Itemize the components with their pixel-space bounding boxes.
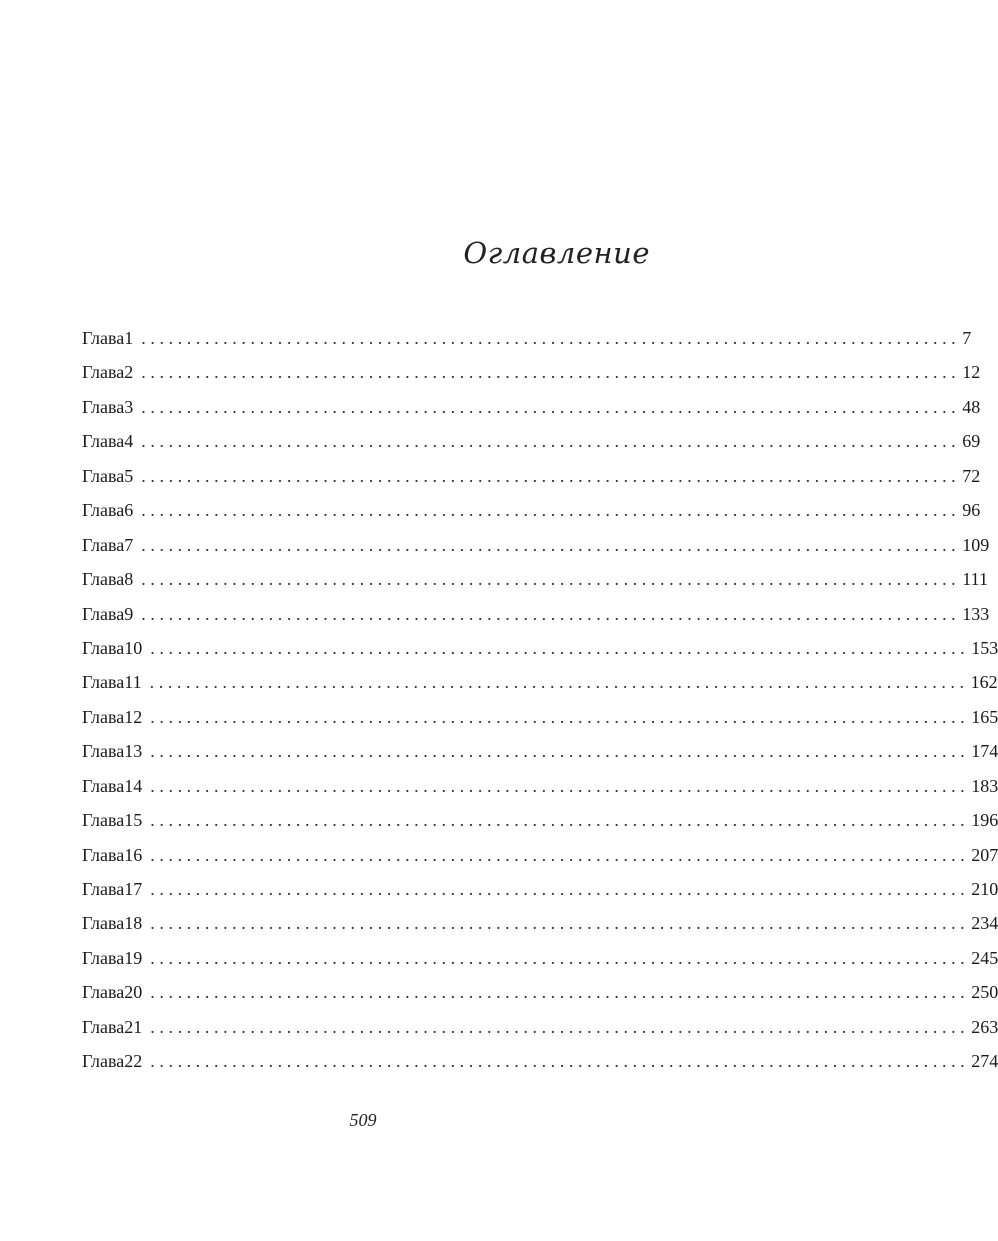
toc-entry <box>82 669 998 703</box>
chapter-number: 12 <box>124 706 143 727</box>
dot-leader: .......................................................................................... <box>150 947 970 968</box>
dot-leader: .......................................................................................... <box>141 396 961 417</box>
chapter-number: 17 <box>124 879 143 899</box>
chapter-number: 15 <box>124 810 143 831</box>
chapter-word: Глава <box>82 844 125 865</box>
dot-leader: .......................................................................................... <box>150 844 970 865</box>
chapter-word: Глава <box>82 534 125 555</box>
page-number: 48 <box>962 396 981 417</box>
chapter-word: Глава <box>82 362 125 383</box>
dot-leader: .......................................................................................... <box>141 465 961 486</box>
chapter-word: Глава <box>82 810 125 831</box>
page-number: 96 <box>962 500 981 521</box>
dot-leader: .......................................................................................... <box>150 775 970 796</box>
dot-leader: .......................................................................................... <box>150 982 970 1003</box>
toc-entry <box>82 359 981 393</box>
page-number: 7 <box>962 328 972 348</box>
chapter-word: Глава <box>82 569 125 590</box>
page-number: 69 <box>962 431 981 452</box>
toc-entry <box>82 945 998 979</box>
chapter-word: Глава <box>82 500 125 521</box>
page-number: 183 <box>971 775 998 796</box>
chapter-number: 5 <box>124 465 134 486</box>
chapter-number: 13 <box>124 741 143 762</box>
chapter-word: Глава <box>82 1016 125 1037</box>
chapter-number: 9 <box>124 603 134 624</box>
page-folio: 509 <box>349 1110 377 1130</box>
page-number: 250 <box>971 982 998 1003</box>
chapter-word: Глава <box>82 1051 125 1072</box>
chapter-word: Глава <box>82 879 125 899</box>
chapter-number: 11 <box>124 672 142 693</box>
chapter-number: 4 <box>124 431 134 452</box>
chapter-number: 19 <box>124 947 143 968</box>
chapter-word: Глава <box>82 982 125 1003</box>
dot-leader: .......................................................................................... <box>150 706 970 727</box>
page-number: 162 <box>970 672 998 693</box>
dot-leader: .......................................................................................... <box>141 328 961 348</box>
toc-entry <box>82 704 998 738</box>
page-number: 12 <box>962 362 981 383</box>
chapter-word: Глава <box>82 603 125 624</box>
toc-entry <box>82 773 998 807</box>
page-number: 196 <box>971 810 998 831</box>
chapter-word: Глава <box>82 947 125 968</box>
chapter-word: Глава <box>82 913 125 934</box>
chapter-number: 8 <box>124 569 134 590</box>
toc-entry <box>82 325 972 359</box>
page-number: 210 <box>971 879 998 899</box>
chapter-word: Глава <box>82 775 125 796</box>
page-number: 133 <box>962 603 990 624</box>
toc-entry <box>82 1048 998 1082</box>
dot-leader: .......................................................................................... <box>150 1016 970 1037</box>
chapter-number: 18 <box>124 913 143 934</box>
dot-leader: .......................................................................................... <box>150 1051 970 1072</box>
page-number: 263 <box>971 1016 998 1037</box>
toc-entry <box>82 497 981 531</box>
dot-leader: .......................................................................................... <box>141 569 961 590</box>
toc-entry <box>82 428 981 462</box>
chapter-number: 2 <box>124 362 134 383</box>
page-number: 245 <box>971 947 998 968</box>
toc-entry <box>82 394 981 428</box>
chapter-number: 22 <box>124 1051 143 1072</box>
chapter-word: Глава <box>82 672 125 693</box>
toc-entry <box>82 532 990 566</box>
page-number: 111 <box>962 569 988 590</box>
dot-leader: .......................................................................................... <box>141 500 961 521</box>
page-number: 165 <box>971 706 998 727</box>
dot-leader: .......................................................................................... <box>141 534 961 555</box>
toc-entry <box>82 738 998 772</box>
toc-entry <box>82 979 998 1013</box>
toc-entry <box>82 876 998 910</box>
toc-heading: Оглавление <box>463 236 650 270</box>
dot-leader: .......................................................................................... <box>150 810 970 831</box>
chapter-number: 14 <box>124 775 143 796</box>
page-number: 72 <box>962 465 981 486</box>
chapter-number: 20 <box>124 982 143 1003</box>
toc-entry <box>82 463 981 497</box>
page-number: 153 <box>971 637 998 658</box>
chapter-number: 6 <box>124 500 134 521</box>
chapter-number: 3 <box>124 396 134 417</box>
toc-entry <box>82 910 998 944</box>
chapter-word: Глава <box>82 431 125 452</box>
page-number: 207 <box>971 844 998 865</box>
page-number: 174 <box>971 741 998 762</box>
dot-leader: .......................................................................................... <box>150 879 970 899</box>
toc-entry <box>82 566 988 600</box>
dot-leader: .......................................................................................... <box>150 637 970 658</box>
chapter-number: 1 <box>124 328 134 348</box>
chapter-number: 21 <box>124 1016 143 1037</box>
dot-leader: .......................................................................................... <box>141 431 961 452</box>
chapter-number: 16 <box>124 844 143 865</box>
page-number: 234 <box>971 913 998 934</box>
chapter-word: Глава <box>82 328 125 348</box>
chapter-word: Глава <box>82 741 125 762</box>
toc-entry <box>82 601 990 635</box>
page-number: 274 <box>971 1051 998 1072</box>
dot-leader: .......................................................................................... <box>150 741 970 762</box>
chapter-word: Глава <box>82 396 125 417</box>
dot-leader: .......................................................................................... <box>141 362 961 383</box>
toc-entry <box>82 842 998 876</box>
dot-leader: .......................................................................................... <box>141 603 961 624</box>
chapter-number: 10 <box>124 637 143 658</box>
toc-list <box>82 325 998 1083</box>
chapter-word: Глава <box>82 637 125 658</box>
dot-leader: .......................................................................................... <box>150 913 970 934</box>
toc-entry <box>82 635 998 669</box>
toc-entry <box>82 1014 998 1048</box>
chapter-number: 7 <box>124 534 134 555</box>
toc-entry <box>82 807 998 841</box>
chapter-word: Глава <box>82 706 125 727</box>
chapter-word: Глава <box>82 465 125 486</box>
page-number: 109 <box>962 534 990 555</box>
dot-leader: .......................................................................................... <box>149 672 969 693</box>
